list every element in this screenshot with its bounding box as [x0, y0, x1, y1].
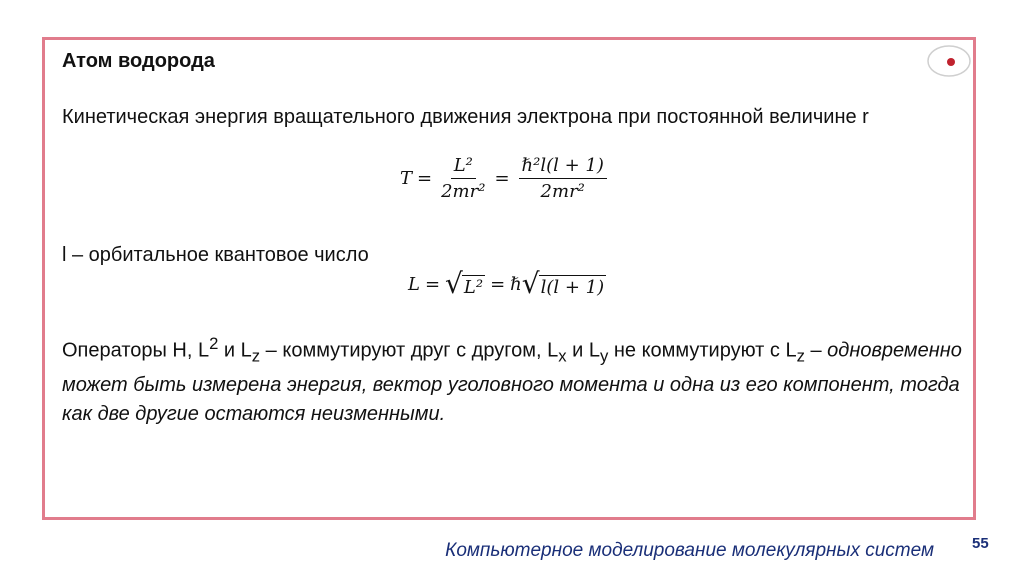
kinetic-energy-formula	[400, 155, 611, 202]
sqrt-2-argument: l(l + 1)	[540, 277, 605, 298]
operators-text: и L	[218, 339, 252, 362]
subscript: x	[558, 346, 567, 366]
fraction-2-denominator: 2mr²	[540, 181, 585, 202]
footer-text: Компьютерное моделирование молекулярных систем	[445, 540, 934, 561]
sqrt-1-argument: L²	[463, 277, 484, 298]
operators-italic-text: одновременно может быть измерена энергия, вектор уголовного момента и одна из его компонент, тогда как две другие остаются неизменными.	[62, 339, 962, 425]
formula-lhs: L	[408, 273, 420, 295]
operators-text: Операторы H, L	[62, 339, 210, 362]
operators-paragraph	[62, 329, 972, 429]
subscript: z	[251, 346, 261, 366]
equals-sign-2: =	[494, 168, 510, 189]
operators-text: – коммутируют друг с другом, L	[260, 339, 559, 362]
radical-sign-icon: √	[521, 267, 540, 300]
fraction-2-numerator: ℏ²l(l + 1)	[519, 155, 607, 179]
equals-sign: =	[417, 168, 433, 189]
superscript: 2	[209, 334, 219, 353]
orbital-number-text: l – орбитальное квантовое число	[62, 244, 369, 266]
operators-text: и L	[566, 339, 600, 362]
subscript: y	[599, 346, 609, 366]
radical-sign-icon: √	[445, 267, 463, 300]
formula-lhs: T	[400, 168, 413, 189]
fraction-1	[441, 155, 485, 202]
operators-text: –	[804, 339, 828, 362]
equals-sign: =	[424, 273, 441, 295]
fraction-2	[519, 155, 607, 202]
atom-orbit-icon	[924, 41, 974, 81]
sqrt-2	[521, 267, 606, 300]
kinetic-energy-text: Кинетическая энергия вращательного движения электрона при постоянной величине r	[62, 106, 869, 128]
equals-sign-2: =	[490, 273, 506, 295]
subscript: z	[796, 346, 805, 366]
fraction-1-numerator: L²	[451, 155, 476, 179]
sqrt-1	[445, 267, 485, 300]
operators-text: не коммутируют с L	[608, 339, 797, 362]
hbar-symbol: ℏ	[510, 273, 522, 295]
fraction-1-denominator: 2mr²	[441, 181, 486, 202]
angular-momentum-formula	[408, 267, 606, 300]
slide-title: Атом водорода	[62, 50, 215, 72]
page-number: 55	[972, 535, 989, 552]
